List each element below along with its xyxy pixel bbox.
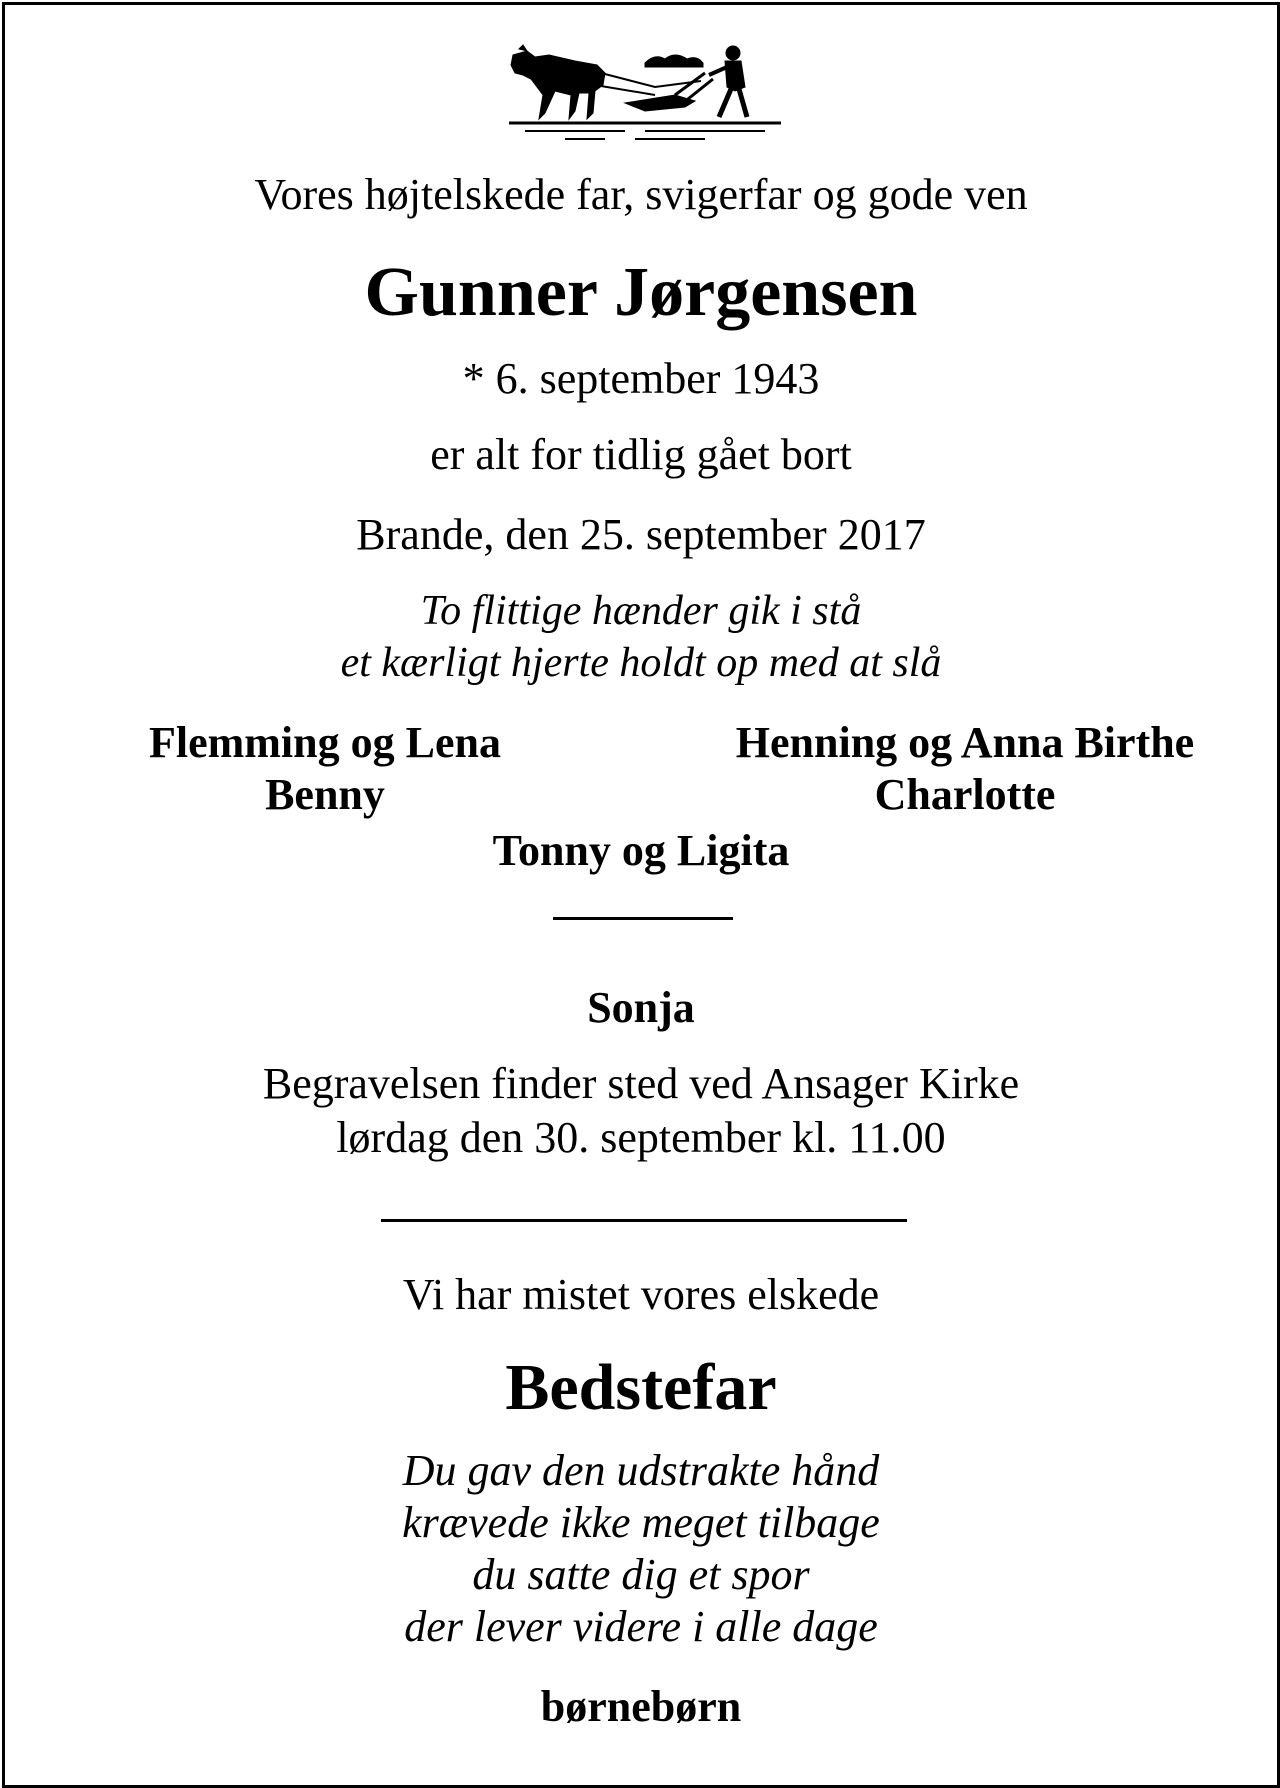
- verse-line: du satte dig et spor: [472, 1550, 810, 1599]
- grandchildren-intro: Vi har mistet vores elskede: [402, 1270, 880, 1319]
- grandchildren-signoff: børnebørn: [540, 1682, 742, 1731]
- memorial-verse: [5, 585, 1277, 689]
- verse-line: Du gav den udstrakte hånd: [402, 1446, 880, 1495]
- funeral-info: [5, 1057, 1277, 1165]
- passed-text: er alt for tidlig gået bort: [430, 430, 852, 479]
- verse-line: krævede ikke meget tilbage: [402, 1498, 880, 1547]
- intro-text: Vores højtelskede far, svigerfar og gode ven: [254, 170, 1028, 219]
- family-name: Benny: [265, 770, 385, 819]
- place-date: Brande, den 25. september 2017: [356, 510, 926, 559]
- grandchildren-title: Bedstefar: [505, 1351, 777, 1424]
- family-name: Charlotte: [874, 770, 1056, 819]
- family-left: [45, 717, 605, 821]
- family-center: Tonny og Ligita: [492, 826, 790, 875]
- horse-plough-farmer-icon: [505, 43, 785, 161]
- family-name: Flemming og Lena: [149, 718, 501, 767]
- divider-short: [553, 917, 733, 920]
- family-right: [685, 717, 1245, 821]
- grandchildren-verse: [5, 1445, 1277, 1653]
- verse-line: To flittige hænder gik i stå: [420, 588, 862, 634]
- family-name: Henning og Anna Birthe: [735, 718, 1195, 767]
- partner-name: Sonja: [587, 983, 695, 1032]
- verse-line: et kærligt hjerte holdt op med at slå: [340, 640, 942, 686]
- obituary-notice: [2, 2, 1280, 1788]
- divider-long: [381, 1219, 907, 1222]
- verse-line: der lever videre i alle dage: [404, 1602, 878, 1651]
- funeral-line: Begravelsen finder sted ved Ansager Kirke: [262, 1059, 1020, 1108]
- deceased-name: Gunner Jørgensen: [364, 254, 918, 331]
- funeral-line: lørdag den 30. september kl. 11.00: [336, 1113, 946, 1162]
- birth-date: * 6. september 1943: [462, 354, 820, 403]
